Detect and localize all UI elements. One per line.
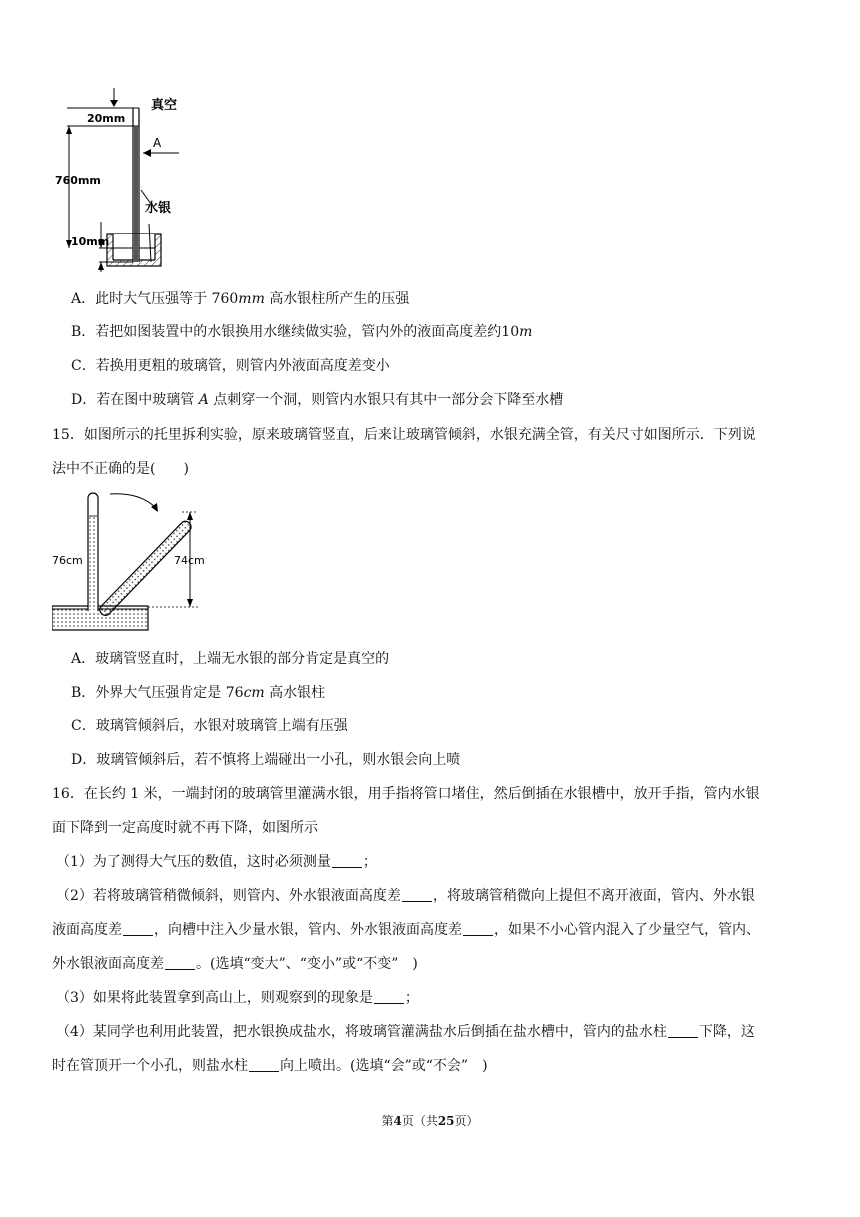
answer-blank[interactable]	[165, 955, 195, 970]
q15-option-d[interactable]: D．玻璃管倾斜后，若不慎将上端碰出一小孔，则水银会向上喷	[71, 752, 461, 768]
q15-option-b[interactable]: B．外界大气压强肯定是 76cm 高水银柱	[71, 685, 326, 701]
label-vacuum: 真空	[151, 98, 178, 113]
label-760mm: 760mm	[55, 174, 101, 187]
q15-stem-line2: 法中不正确的是( )	[52, 461, 189, 477]
q15-option-a[interactable]: A．玻璃管竖直时，上端无水银的部分肯定是真空的	[71, 651, 390, 667]
figure-tilted-tube-15	[52, 488, 212, 634]
label-20mm: 20mm	[87, 112, 126, 125]
q15-option-c[interactable]: C．玻璃管倾斜后，水银对玻璃管上端有压强	[71, 718, 348, 734]
q14-option-c[interactable]: C．若换用更粗的玻璃管，则管内外液面高度差变小	[71, 358, 390, 374]
q16-sub4-line1: （4）某同学也利用此装置，把水银换成盐水，将玻璃管灌满盐水后倒插在盐水槽中，管内的盐水柱 下降，这	[56, 1024, 755, 1040]
label-mercury: 水银	[145, 201, 172, 216]
answer-blank[interactable]	[332, 853, 362, 868]
label-A: A	[153, 136, 162, 150]
q14-option-d[interactable]: D．若在图中玻璃管 A 点刺穿一个洞，则管内水银只有其中一部分会下降至水槽	[71, 392, 564, 408]
q15-stem-line1: 15．如图所示的托里拆利实验，原来玻璃管竖直，后来让玻璃管倾斜，水银充满全管，有关尺寸如图所示．下列说	[52, 427, 756, 443]
q16-stem-line2: 面下降到一定高度时就不再下降，如图所示	[52, 820, 318, 836]
answer-blank[interactable]	[463, 921, 493, 936]
q16-stem-line1: 16．在长约 1 米，一端封闭的玻璃管里灌满水银，用手指将管口堵住，然后倒插在水银槽中，放开手指，管内水银	[52, 786, 760, 802]
q16-sub1: （1）为了测得大气压的数值，这时必须测量 ；	[56, 854, 377, 870]
q16-sub3: （3）如果将此装置拿到高山上，则观察到的现象是 ；	[56, 990, 419, 1006]
answer-blank[interactable]	[402, 887, 432, 902]
q14-option-b[interactable]: B．若把如图装置中的水银换用水继续做实验，管内外的液面高度差约10m	[71, 324, 533, 340]
page-footer: 第4页（共25页）	[381, 1114, 479, 1128]
answer-blank[interactable]	[249, 1057, 279, 1072]
label-74cm: 74cm	[174, 554, 205, 567]
q16-sub4-line2: 时在管顶开一个小孔，则盐水柱 向上喷出。(选填“会”或“不会” )	[52, 1058, 488, 1074]
answer-blank[interactable]	[374, 989, 404, 1004]
label-76cm: 76cm	[52, 554, 83, 567]
answer-blank[interactable]	[123, 921, 153, 936]
label-10mm: 10mm	[71, 235, 110, 248]
q16-sub2-line3: 外水银液面高度差 。(选填“变大”、“变小”或“不变” )	[52, 956, 418, 972]
q16-sub2-line2: 液面高度差 ，向槽中注入少量水银，管内、外水银液面高度差 ，如果不小心管内混入了少量空气，管内、	[52, 922, 760, 938]
figure-torricelli-14	[55, 86, 205, 272]
q14-option-a[interactable]: A．此时大气压强等于 760mm 高水银柱所产生的压强	[71, 291, 410, 307]
q16-sub2-line1: （2）若将玻璃管稍微倾斜，则管内、外水银液面高度差 ，将玻璃管稍微向上提但不离开液面，管内、外水银	[56, 888, 755, 904]
answer-blank[interactable]	[668, 1023, 698, 1038]
